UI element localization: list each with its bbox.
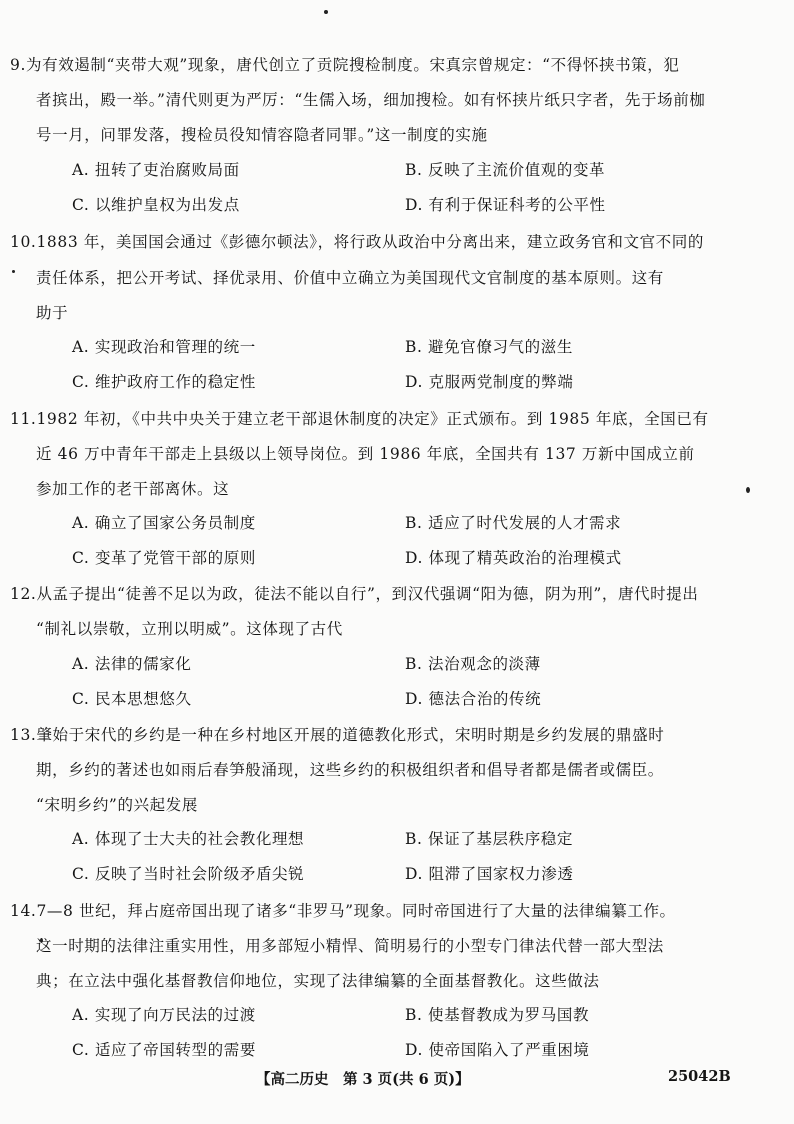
question-14-option-b: B. 使基督教成为罗马国教 (405, 1006, 590, 1024)
question-10-option-c: C. 维护政府工作的稳定性 (72, 373, 256, 391)
question-12-option-b: B. 法治观念的淡薄 (405, 655, 541, 673)
question-11-option-b: B. 适应了时代发展的人才需求 (405, 514, 622, 532)
question-9-option-c: C. 以维护皇权为出发点 (72, 196, 240, 214)
question-10-line-2: 责任体系，把公开考试、择优录用、价值中立确立为美国现代文官制度的基本原则。这有 (36, 269, 664, 287)
question-14-option-d: D. 使帝国陷入了严重困境 (405, 1041, 590, 1059)
question-9-option-b: B. 反映了主流价值观的变革 (405, 161, 606, 179)
question-9-line-1: 9.为有效遏制“夹带大观”现象，唐代创立了贡院搜检制度。宋真宗曾规定：“不得怀挟书策，犯 (10, 56, 680, 74)
question-14-option-c: C. 适应了帝国转型的需要 (72, 1041, 256, 1059)
question-14-option-a: A. 实现了向万民法的过渡 (72, 1006, 256, 1024)
question-10-option-b: B. 避免官僚习气的滋生 (405, 338, 573, 356)
question-9-option-a: A. 扭转了吏治腐败局面 (72, 161, 240, 179)
question-13-line-2: 期，乡约的著述也如雨后春笋般涌现，这些乡约的积极组织者和倡导者都是儒者或儒臣。 (36, 761, 664, 779)
question-12-line-1: 12.从孟子提出“徒善不足以为政，徒法不能以自行”，到汉代强调“阳为德，阴为刑”，唐代时提出 (10, 585, 699, 603)
question-12-line-2: “制礼以崇敬，立刑以明威”。这体现了古代 (36, 620, 343, 638)
question-14-line-2: 这一时期的法律注重实用性，用多部短小精悍、简明易行的小型专门律法代替一部大型法 (36, 937, 664, 955)
scan-speck (324, 10, 328, 14)
question-11-option-d: D. 体现了精英政治的治理模式 (405, 549, 622, 567)
page-footer-title: 【高二历史 第 3 页(共 6 页)】 (256, 1071, 470, 1088)
question-14-line-3: 典；在立法中强化基督教信仰地位，实现了法律编纂的全面基督教化。这些做法 (36, 972, 600, 990)
question-12-option-c: C. 民本思想悠久 (72, 690, 192, 708)
question-11-option-a: A. 确立了国家公务员制度 (72, 514, 256, 532)
question-9-line-3: 号一月，问罪发落，搜检员役知情容隐者同罪。”这一制度的实施 (36, 126, 488, 144)
question-9-option-d: D. 有利于保证科考的公平性 (405, 196, 606, 214)
question-12-option-d: D. 德法合治的传统 (405, 690, 542, 708)
question-9-line-2: 者摈出，殿一举。”清代则更为严厉：“生儒入场，细加搜检。如有怀挟片纸只字者，先于场前枷 (36, 91, 706, 109)
question-10-line-1: 10.1883 年，美国国会通过《彭德尔顿法》，将行政从政治中分离出来，建立政务官和文官不同的 (10, 233, 704, 251)
question-13-option-b: B. 保证了基层秩序稳定 (405, 830, 573, 848)
scan-speck (12, 270, 15, 273)
question-13-line-3: “宋明乡约”的兴起发展 (36, 796, 198, 814)
question-10-option-a: A. 实现政治和管理的统一 (72, 338, 256, 356)
question-11-line-2: 近 46 万中青年干部走上县级以上领导岗位。到 1986 年底，全国共有 137 万新中国成立前 (36, 445, 695, 463)
question-12-option-a: A. 法律的儒家化 (72, 655, 192, 673)
question-11-option-c: C. 变革了党管干部的原则 (72, 549, 256, 567)
question-11-line-3: 参加工作的老干部离休。这 (36, 480, 230, 498)
question-10-option-d: D. 克服两党制度的弊端 (405, 373, 574, 391)
scan-speck (746, 487, 750, 493)
question-13-option-d: D. 阻滞了国家权力渗透 (405, 865, 574, 883)
question-11-line-1: 11.1982 年初，《中共中央关于建立老干部退休制度的决定》正式颁布。到 1985 年底，全国已有 (10, 410, 709, 428)
question-13-line-1: 13.肇始于宋代的乡约是一种在乡村地区开展的道德教化形式，宋明时期是乡约发展的鼎盛时 (10, 726, 665, 744)
question-13-option-c: C. 反映了当时社会阶级矛盾尖锐 (72, 865, 305, 883)
question-14-line-1: 14.7—8 世纪，拜占庭帝国出现了诸多“非罗马”现象。同时帝国进行了大量的法律编纂工作。 (10, 902, 676, 920)
question-10-line-3: 助于 (36, 304, 69, 322)
question-13-option-a: A. 体现了士大夫的社会教化理想 (72, 830, 305, 848)
exam-code: 25042B (668, 1068, 731, 1085)
